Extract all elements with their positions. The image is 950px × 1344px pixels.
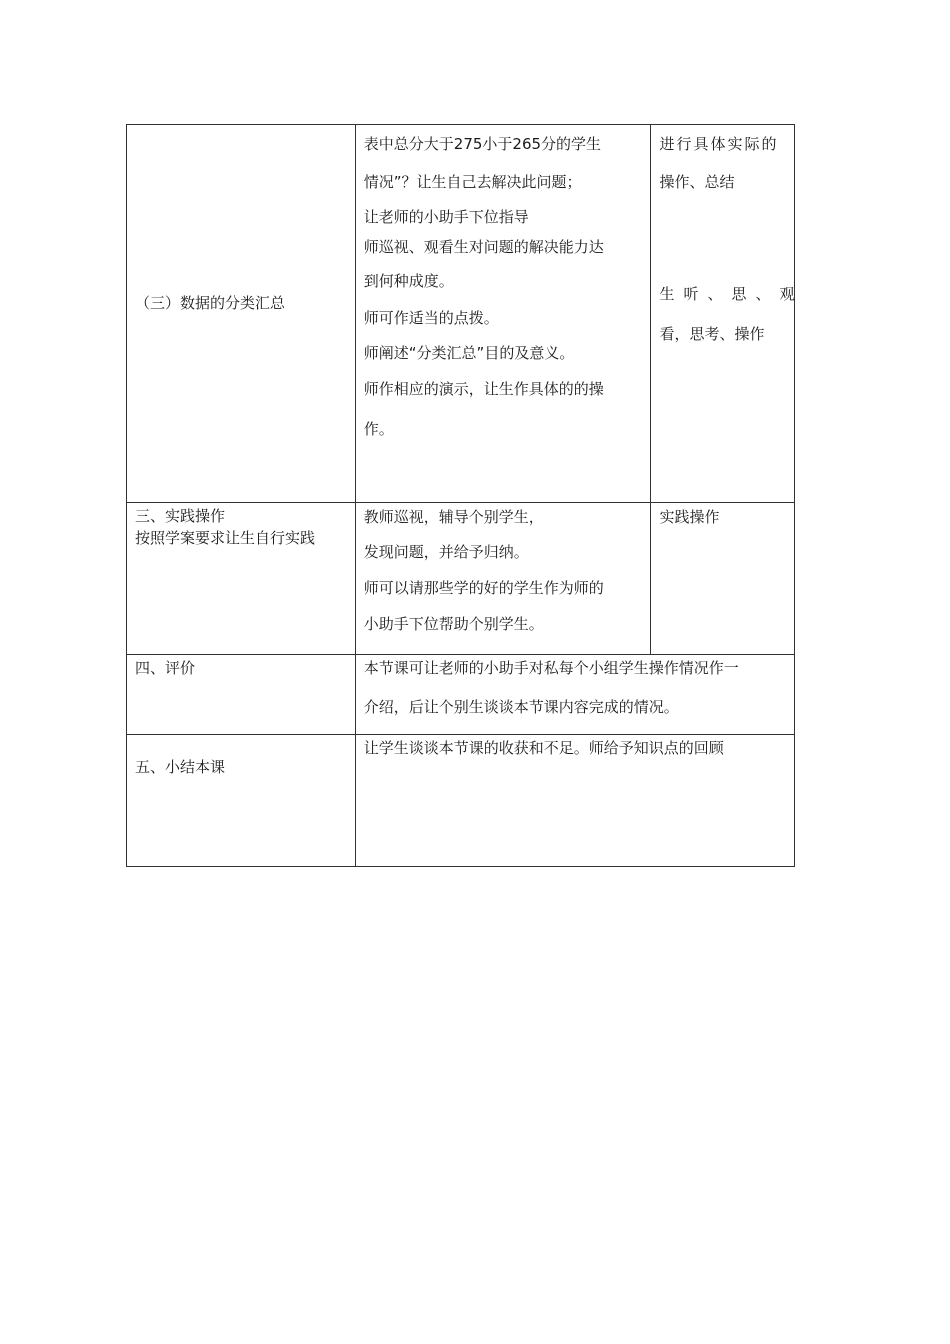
stage-label: 五、小结本课 bbox=[135, 758, 226, 776]
teacher-activity-cell bbox=[355, 503, 651, 655]
table-row-classify-summary bbox=[127, 125, 795, 503]
stage-label: 四、评价 bbox=[135, 659, 196, 677]
stage-label: （三）数据的分类汇总 bbox=[135, 293, 286, 312]
student-activity-cell bbox=[651, 503, 795, 655]
teacher-line: 小助手下位帮助个别学生。 bbox=[363, 615, 544, 633]
stage-cell bbox=[127, 503, 356, 655]
teacher-line: 本节课可让老师的小助手对私每个小组学生操作情况作一 bbox=[363, 659, 739, 677]
teacher-line: 师阐述“分类汇总”目的及意义。 bbox=[363, 344, 575, 362]
stage-cell bbox=[127, 125, 356, 503]
table-row-practice bbox=[127, 503, 795, 655]
teacher-line: 师巡视、观看生对问题的解决能力达 bbox=[363, 238, 604, 256]
teacher-line: 让老师的小助手下位指导 bbox=[363, 208, 529, 226]
stage-cell bbox=[127, 735, 356, 867]
teacher-activity-cell bbox=[355, 735, 794, 867]
teacher-line: 发现问题，并给予归纳。 bbox=[363, 543, 529, 561]
teacher-line: 教师巡视，辅导个别学生， bbox=[363, 508, 544, 526]
teacher-line: 师作相应的演示，让生作具体的的操 bbox=[363, 380, 604, 398]
table-row-evaluation bbox=[127, 655, 795, 735]
teacher-line: 作。 bbox=[363, 420, 394, 438]
teacher-line: 介绍，后让个别生谈谈本节课内容完成的情况。 bbox=[363, 698, 679, 716]
table-row-summary bbox=[127, 735, 795, 867]
stage-label: 三、实践操作 bbox=[135, 507, 226, 525]
teacher-line: 到何种成度。 bbox=[363, 272, 454, 290]
student-line: 实践操作 bbox=[659, 508, 720, 526]
teacher-line: 表中总分大于275小于265分的学生 bbox=[363, 135, 602, 153]
teacher-activity-cell bbox=[355, 125, 651, 503]
student-line: 看，思考、操作 bbox=[659, 325, 765, 343]
lesson-plan-table bbox=[126, 124, 804, 867]
student-line: 生听、思、观 bbox=[659, 285, 804, 303]
student-line: 进行具体实际的 bbox=[659, 135, 779, 153]
teacher-line: 师可以请那些学的好的学生作为师的 bbox=[363, 579, 604, 597]
stage-label: 按照学案要求让生自行实践 bbox=[135, 529, 316, 547]
teacher-line: 师可作适当的点拨。 bbox=[363, 309, 499, 327]
stage-cell bbox=[127, 655, 356, 735]
teacher-line: 让学生谈谈本节课的收获和不足。师给予知识点的回顾 bbox=[363, 739, 724, 757]
teacher-line: 情况”？让生自己去解决此问题； bbox=[363, 173, 582, 191]
student-activity-cell bbox=[651, 125, 804, 503]
student-line: 操作、总结 bbox=[659, 173, 735, 191]
teacher-activity-cell bbox=[355, 655, 794, 735]
